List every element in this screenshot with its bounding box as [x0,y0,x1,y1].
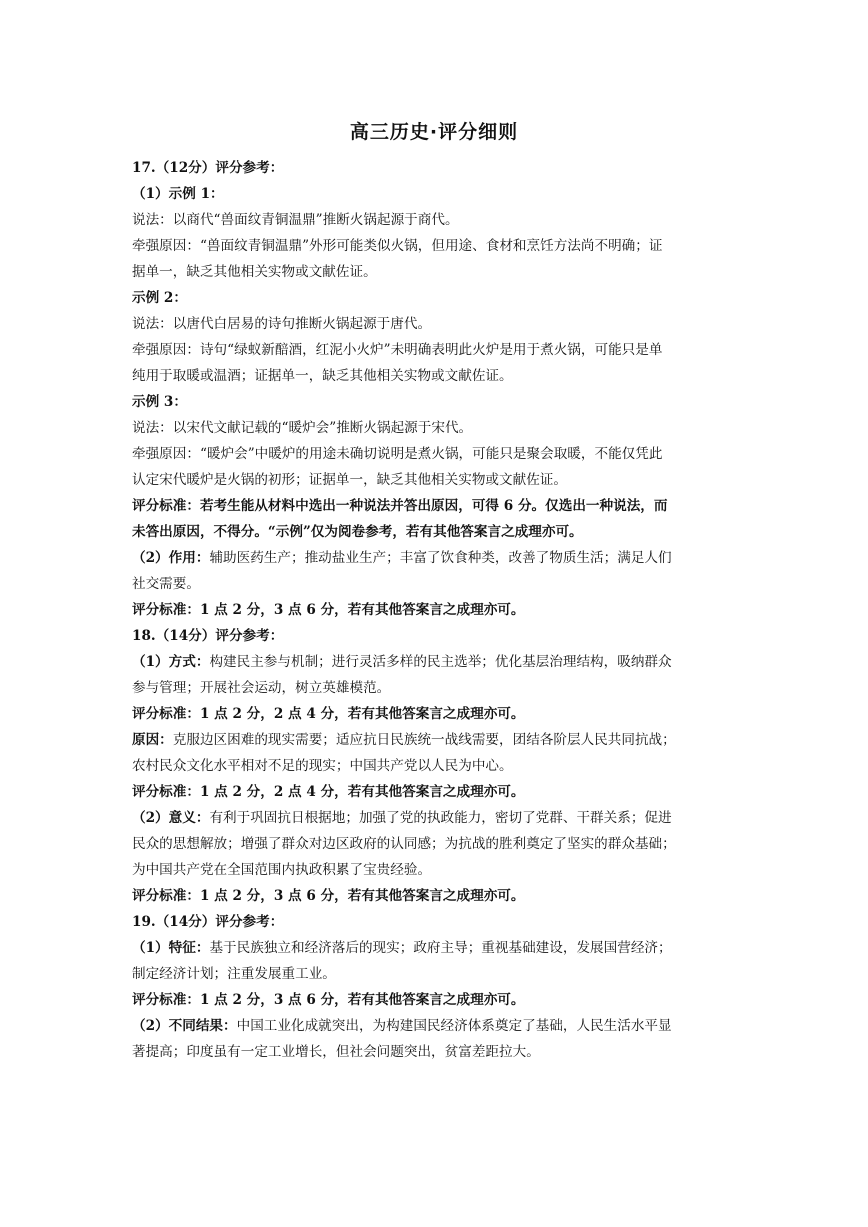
q17-part2-scoring-standard: 评分标准：1 点 2 分，3 点 6 分，若有其他答案言之成理亦可。 [132,602,525,618]
q19-part2-line1 [132,1013,740,1039]
document-body [132,155,740,1065]
q17-example2-reason-line2: 纯用于取暖或温酒；证据单一，缺乏其他相关实物或文献佐证。 [132,368,513,384]
q17-example3-reason-line1: 牵强原因：“暖炉会”中暖炉的用途未确切说明是煮火锅，可能只是聚会取暖，不能仅凭此 [132,446,663,462]
q18-part2-text: 有利于巩固抗日根据地；加强了党的执政能力，密切了党群、干群关系；促进 [209,810,672,826]
q19-part1-line1 [132,935,740,961]
q17-part2-label: （2）作用： [132,550,210,566]
q18-part2-scoring-standard: 评分标准：1 点 2 分，3 点 6 分，若有其他答案言之成理亦可。 [132,888,525,904]
q18-part2-line2: 民众的思想解放；增强了群众对边区政府的认同感；为抗战的胜利奠定了坚实的群众基础； [132,836,676,852]
q17-scoring-standard-line2: 未答出原因，不得分。“示例”仅为阅卷参考，若有其他答案言之成理亦可。 [132,524,583,540]
q17-example1-claim: 说法：以商代“兽面纹青铜温鼎”推断火锅起源于商代。 [132,212,459,228]
q18-reason-text: 克服边区困难的现实需要；适应抗日民族统一战线需要，团结各阶层人民共同抗战； [172,732,676,748]
q19-part1-line2: 制定经济计划；注重发展重工业。 [132,966,336,982]
q18-heading: 18.（14分）评分参考： [132,628,284,644]
q18-part1-text: 构建民主参与机制；进行灵活多样的民主选举；优化基层治理结构，吸纳群众 [209,654,672,670]
q18-part1-line1 [132,649,740,675]
q17-part2-text: 辅助医药生产；推动盐业生产；丰富了饮食种类，改善了物质生活；满足人们 [209,550,672,566]
q17-example1-reason-line1: 牵强原因：“兽面纹青铜温鼎”外形可能类似火锅，但用途、食材和烹饪方法尚不明确；证 [132,238,663,254]
q18-part2-line1 [132,805,740,831]
q18-reason-label: 原因： [132,732,173,748]
document-title: 高三历史·评分细则 [349,121,519,143]
q18-part1-label: （1）方式： [132,654,210,670]
q19-part2-label: （2）不同结果： [132,1018,237,1034]
q17-scoring-standard-line1: 评分标准：若考生能从材料中选出一种说法并答出原因，可得 6 分。仅选出一种说法，而 [132,498,668,514]
q19-part2-text: 中国工业化成就突出，为构建国民经济体系奠定了基础，人民生活水平显 [236,1018,672,1034]
q18-part1-line2: 参与管理；开展社会运动，树立英雄模范。 [132,680,391,696]
q19-part1-text: 基于民族独立和经济落后的现实；政府主导；重视基础建设，发展国营经济； [209,940,672,956]
q17-example1-reason-line2: 据单一，缺乏其他相关实物或文献佐证。 [132,264,377,280]
q17-part1-heading: （1）示例 1： [132,186,224,202]
q17-heading: 17.（12分）评分参考： [132,160,284,176]
q18-reason-scoring-standard: 评分标准：1 点 2 分，2 点 4 分，若有其他答案言之成理亦可。 [132,784,525,800]
q17-example2-claim: 说法：以唐代白居易的诗句推断火锅起源于唐代。 [132,316,432,332]
q17-part2-line2: 社交需要。 [132,576,200,592]
q19-heading: 19.（14分）评分参考： [132,914,284,930]
q18-part2-label: （2）意义： [132,810,210,826]
q18-reason-line1 [132,727,740,753]
q19-part1-label: （1）特征： [132,940,210,956]
q18-part1-scoring-standard: 评分标准：1 点 2 分，2 点 4 分，若有其他答案言之成理亦可。 [132,706,525,722]
q19-part1-scoring-standard: 评分标准：1 点 2 分，3 点 6 分，若有其他答案言之成理亦可。 [132,992,525,1008]
q19-part2-line2: 著提高；印度虽有一定工业增长，但社会问题突出，贫富差距拉大。 [132,1044,540,1060]
q17-part2-line1 [132,545,740,571]
q17-example2-heading: 示例 2： [132,290,187,306]
q18-part2-line3: 为中国共产党在全国范围内执政积累了宝贵经验。 [132,862,432,878]
q17-example3-reason-line2: 认定宋代暖炉是火锅的初形；证据单一，缺乏其他相关实物或文献佐证。 [132,472,567,488]
q17-example3-claim: 说法：以宋代文献记载的“暖炉会”推断火锅起源于宋代。 [132,420,473,436]
q17-example2-reason-line1: 牵强原因：诗句“绿蚁新醅酒，红泥小火炉”未明确表明此火炉是用于煮火锅，可能只是单 [132,342,663,358]
q17-example3-heading: 示例 3： [132,394,187,410]
q18-reason-line2: 农村民众文化水平相对不足的现实；中国共产党以人民为中心。 [132,758,513,774]
